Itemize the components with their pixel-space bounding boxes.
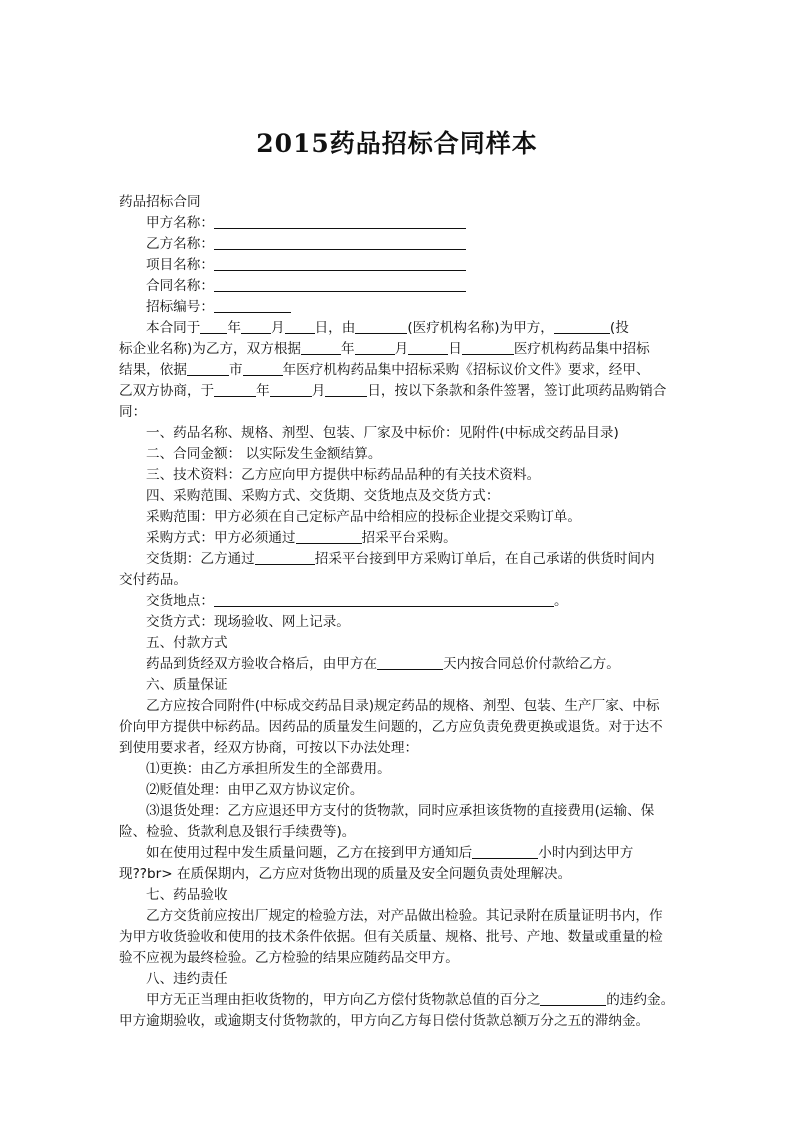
- text: 天内按合同总价付款给乙方。: [443, 656, 620, 672]
- month-blank[interactable]: [355, 339, 395, 355]
- payment-terms: [119, 654, 676, 675]
- contract-name-row: [119, 276, 676, 297]
- text: 结果，依据: [119, 362, 187, 378]
- section-1: 一、药品名称、规格、剂型、包装、厂家及中标价：见附件(中标成交药品目录): [146, 425, 619, 441]
- text: 年: [341, 341, 355, 357]
- party-b-name-blank[interactable]: [214, 234, 466, 250]
- intro-line-3: [119, 360, 676, 381]
- text: 招采平台接到甲方采购订单后，在自己承诺的供货时间内: [314, 551, 655, 567]
- quality-text-1: 乙方应按合同附件(中标成交药品目录)规定药品的规格、剂型、包装、生产厂家、中标: [146, 698, 660, 714]
- section-2: 二、合同金额： 以实际发生金额结算。: [146, 446, 382, 462]
- text: 市: [228, 362, 243, 378]
- year-blank[interactable]: [214, 381, 256, 397]
- text: 月: [311, 383, 326, 399]
- party-b-name-row: [119, 234, 676, 255]
- year-blank[interactable]: [301, 339, 341, 355]
- delivery-place-blank[interactable]: [214, 591, 554, 607]
- hours-blank[interactable]: [472, 843, 538, 859]
- text: 交货地点：: [146, 593, 214, 609]
- quality-option-3: ⑶退货处理：乙方应退还甲方支付的货物款，同时应承担该货物的直接费用(运输、保: [146, 803, 655, 819]
- text: 月: [270, 320, 285, 336]
- tender-number-blank[interactable]: [214, 297, 291, 313]
- text: 标企业名称)为乙方，双方根据: [119, 341, 302, 357]
- party-b-name-label: 乙方名称：: [146, 236, 214, 252]
- text: 。: [553, 593, 568, 609]
- text: 日: [448, 341, 462, 357]
- section-8: 八、违约责任: [146, 971, 228, 987]
- contract-name-blank[interactable]: [214, 276, 466, 292]
- days-blank[interactable]: [377, 654, 443, 670]
- section-4: 四、采购范围、采购方式、交货期、交货地点及交货方式：: [146, 488, 500, 504]
- day-blank[interactable]: [408, 339, 448, 355]
- text: (医疗机构名称)为甲方，: [407, 320, 554, 336]
- text: 甲方无正当理由拒收货物的，甲方向乙方偿付货物款总值的百分之: [146, 992, 541, 1008]
- platform-blank[interactable]: [255, 549, 315, 565]
- institution-blank[interactable]: [462, 339, 514, 355]
- section-5: 五、付款方式: [146, 635, 228, 651]
- text: 如在使用过程中发生质量问题，乙方在接到甲方通知后: [146, 845, 473, 861]
- city-blank[interactable]: [187, 360, 229, 376]
- acceptance-text-1: 乙方交货前应按出厂规定的检验方法，对产品做出检验。其记录附在质量证明书内，作: [146, 908, 663, 924]
- percent-blank[interactable]: [540, 990, 606, 1006]
- medical-institution-blank[interactable]: [355, 318, 407, 334]
- quality-issue: [119, 843, 676, 864]
- day-blank[interactable]: [325, 381, 367, 397]
- contract-name-label: 合同名称：: [146, 278, 214, 294]
- project-name-label: 项目名称：: [146, 257, 214, 273]
- delivery-period-cont: 交付药品。: [119, 572, 187, 588]
- liability-text-1: [119, 990, 676, 1011]
- year-blank[interactable]: [243, 360, 283, 376]
- intro-line-1: [119, 318, 676, 339]
- intro-line-5: 同：: [119, 404, 147, 420]
- section-6: 六、质量保证: [146, 677, 228, 693]
- text: 本合同于: [146, 320, 201, 336]
- project-name-row: [119, 255, 676, 276]
- text: (投: [609, 320, 629, 336]
- quality-option-3-cont: 险、检验、货款利息及银行手续费等)。: [119, 824, 356, 840]
- text: 日，由: [314, 320, 356, 336]
- document-body: [119, 192, 676, 1032]
- quality-issue-cont: 现??br> 在质保期内，乙方应对货物出现的质量及安全问题负责处理解决。: [119, 866, 572, 882]
- delivery-method: 交货方式：现场验收、网上记录。: [146, 614, 350, 630]
- text: 年医疗机构药品集中招标采购《招标议价文件》要求，经甲、: [282, 362, 650, 378]
- party-a-name-label: 甲方名称：: [146, 215, 214, 231]
- bidder-blank[interactable]: [554, 318, 610, 334]
- liability-text-2: 甲方逾期验收，或逾期支付货物款的，甲方向乙方每日偿付货款总额万分之五的滞纳金。: [119, 1013, 650, 1029]
- purchase-method: [119, 528, 676, 549]
- quality-text-3: 到使用要求者，经双方协商，可按以下办法处理：: [119, 740, 419, 756]
- day-blank[interactable]: [285, 318, 315, 334]
- text: 年: [227, 320, 241, 336]
- text: 日，按以下条款和条件签署，签订此项药品购销合: [367, 383, 667, 399]
- section-7: 七、药品验收: [146, 887, 228, 903]
- text: 年: [256, 383, 270, 399]
- text: 交货期：乙方通过: [146, 551, 255, 567]
- month-blank[interactable]: [241, 318, 271, 334]
- platform-blank[interactable]: [296, 528, 362, 544]
- party-a-name-row: [119, 213, 676, 234]
- section-3: 三、技术资料：乙方应向甲方提供中标药品品种的有关技术资料。: [146, 467, 541, 483]
- quality-option-1: ⑴更换：由乙方承担所发生的全部费用。: [146, 761, 391, 777]
- text: 药品到货经双方验收合格后，由甲方在: [146, 656, 378, 672]
- text: 小时内到达甲方: [538, 845, 634, 861]
- purchase-scope: 采购范围：甲方必须在自己定标产品中给相应的投标企业提交采购订单。: [146, 509, 581, 525]
- text: 医疗机构药品集中招标: [513, 341, 650, 357]
- year-blank[interactable]: [200, 318, 227, 334]
- acceptance-text-2: 为甲方收货验收和使用的技术条件依据。但有关质量、规格、批号、产地、数量或重量的检: [119, 929, 663, 945]
- tender-number-row: [119, 297, 676, 318]
- quality-option-2: ⑵贬值处理：由甲乙双方协议定价。: [146, 782, 364, 798]
- intro-line-4: [119, 381, 676, 402]
- contract-heading: 药品招标合同: [119, 194, 201, 210]
- text: 招采平台采购。: [361, 530, 457, 546]
- month-blank[interactable]: [270, 381, 312, 397]
- tender-number-label: 招标编号：: [146, 299, 214, 315]
- document-title: 2015药品招标合同样本: [256, 129, 538, 158]
- delivery-period: [119, 549, 676, 570]
- intro-line-2: [119, 339, 676, 360]
- acceptance-text-3: 验不应视为最终检验。乙方检验的结果应随药品交甲方。: [119, 950, 459, 966]
- project-name-blank[interactable]: [214, 255, 466, 271]
- text: 月: [394, 341, 409, 357]
- delivery-place: [119, 591, 676, 612]
- text: 采购方式：甲方必须通过: [146, 530, 296, 546]
- text: 乙双方协商，于: [119, 383, 215, 399]
- text: 的违约金。: [606, 992, 675, 1008]
- quality-text-2: 价向甲方提供中标药品。因药品的质量发生问题的，乙方应负责免费更换或退货。对于达不: [119, 719, 663, 735]
- party-a-name-blank[interactable]: [214, 213, 466, 229]
